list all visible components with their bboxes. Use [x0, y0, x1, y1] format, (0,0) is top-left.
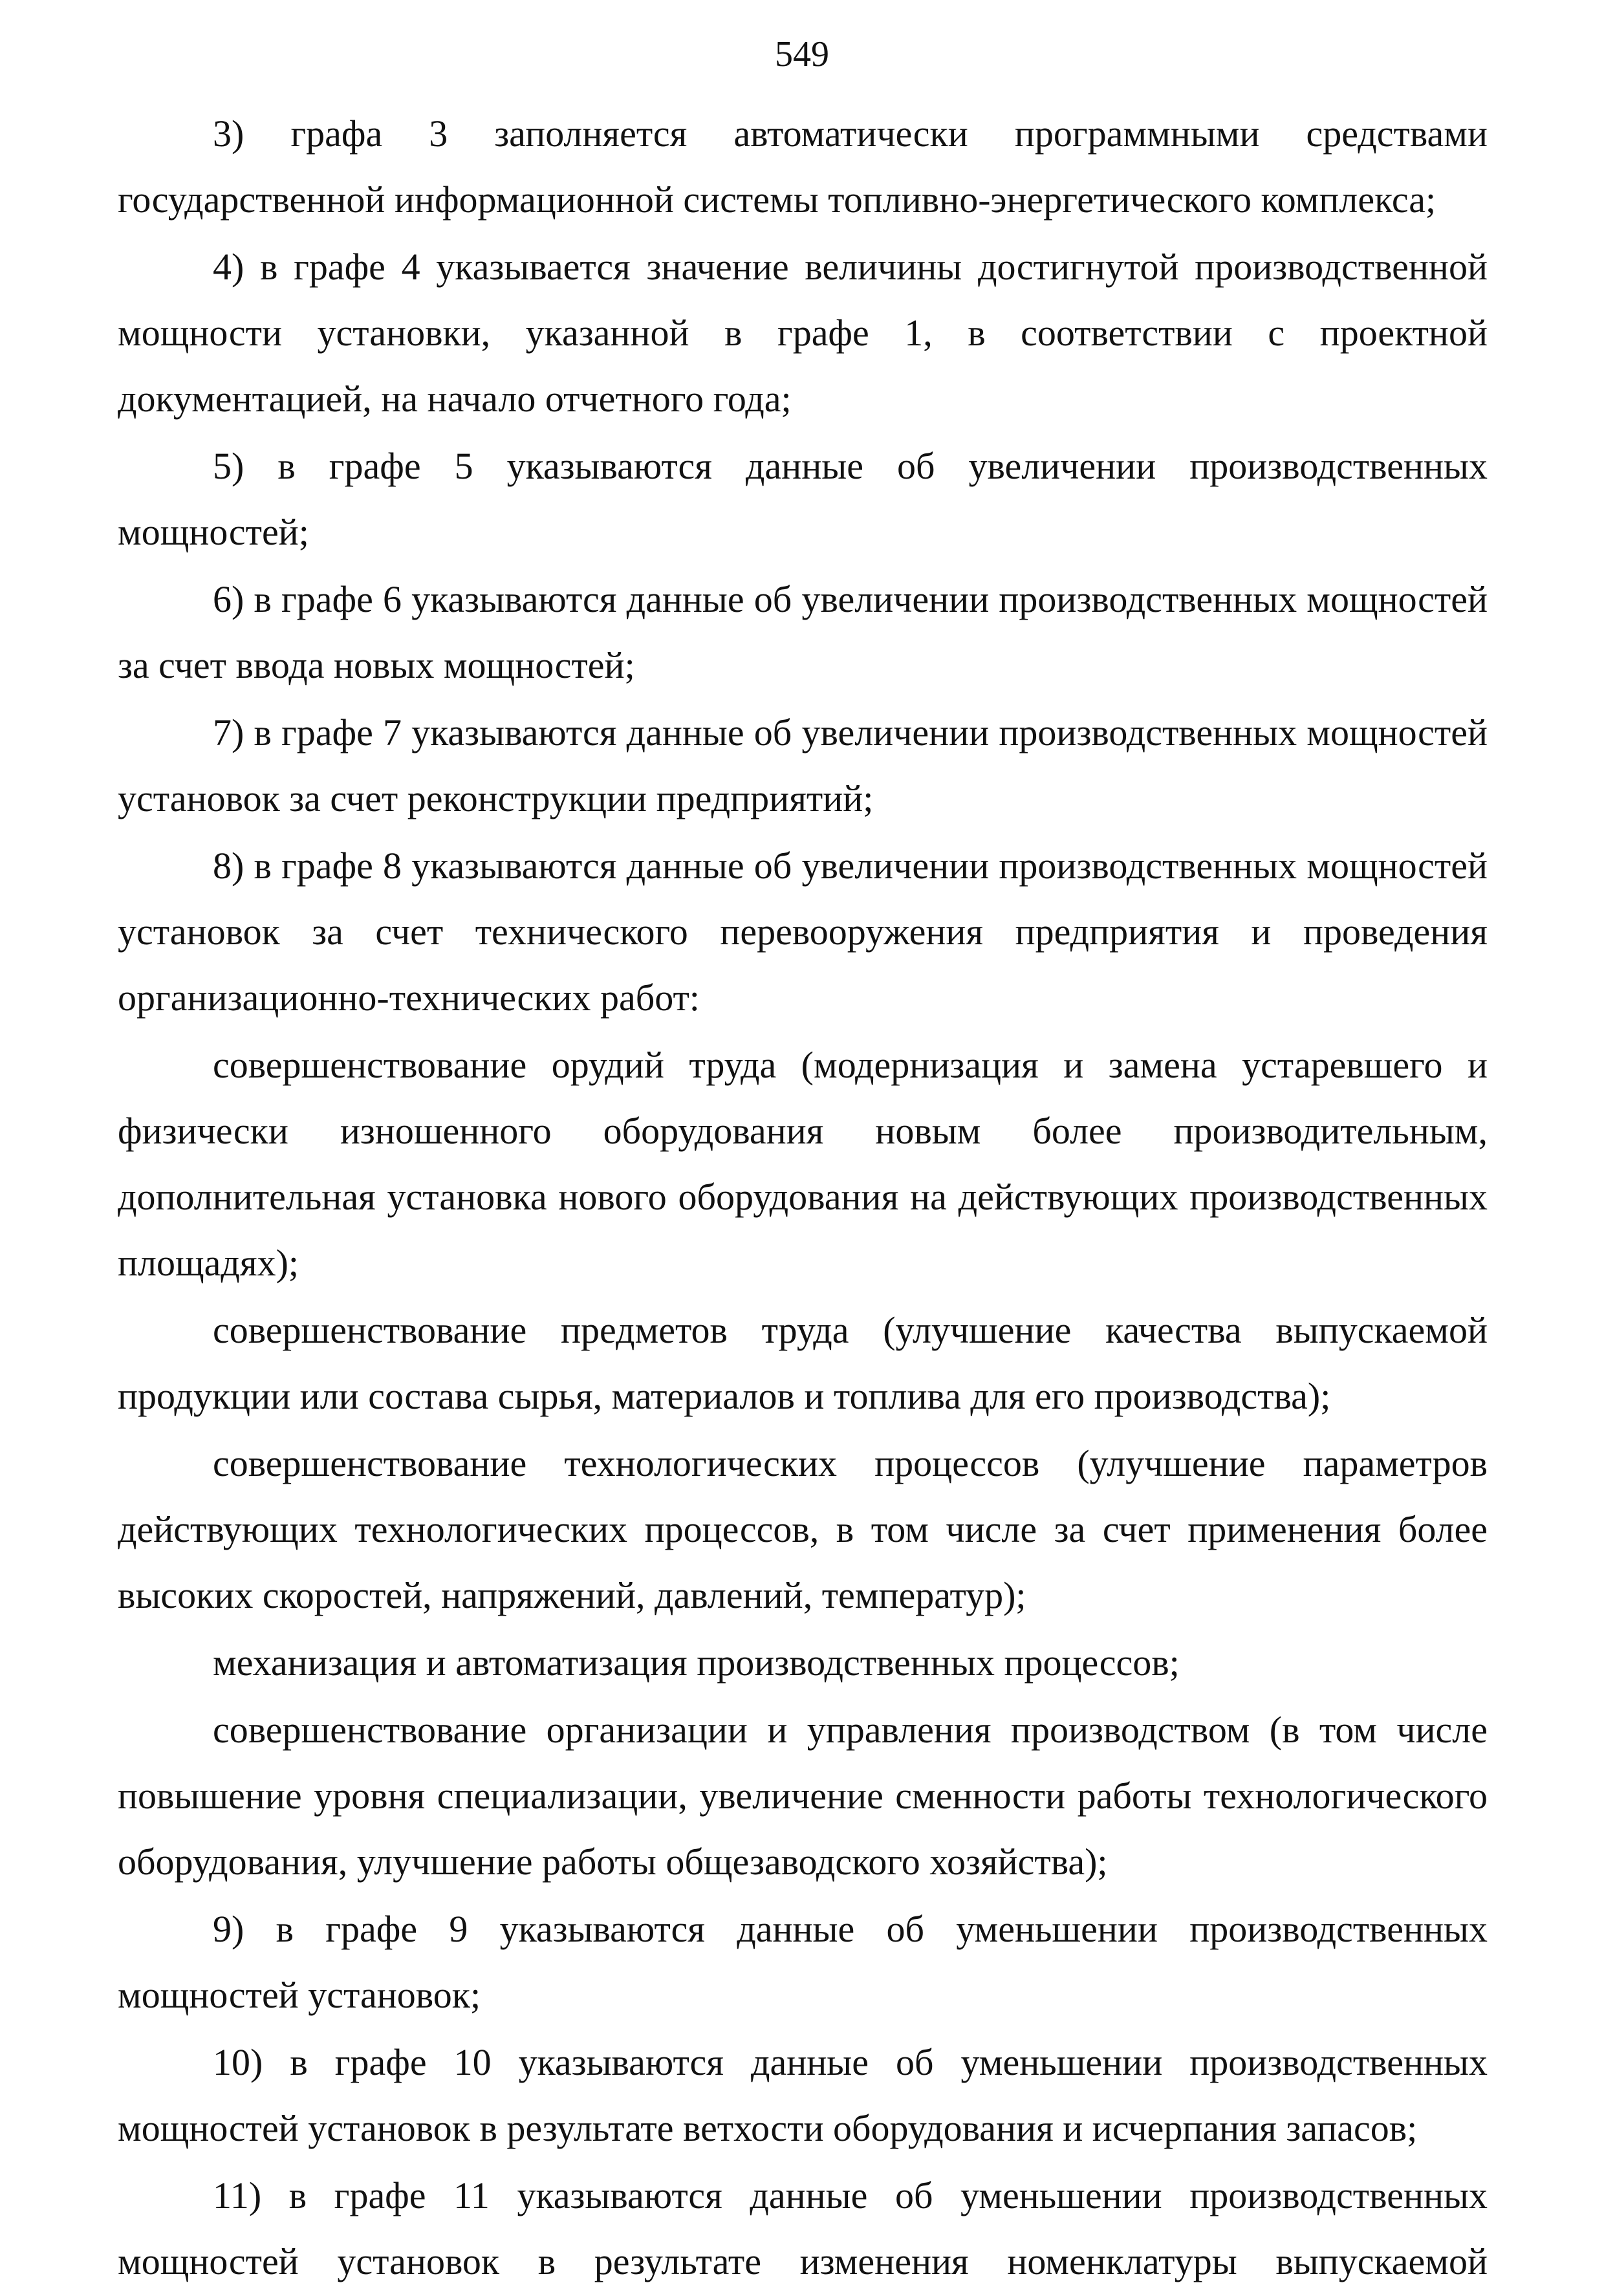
paragraph-item-4: 4) в графе 4 указывается значение величины достигнутой производственной мощности установки, указанной в графе 1, в соответствии с проектной документацией, на начало отчетного года;	[118, 246, 1488, 420]
paragraph-item-3: 3) графа 3 заполняется автоматически программными средствами государственной информационной системы топливно-энергетического комплекса;	[118, 113, 1488, 221]
paragraph-subitem-processes: совершенствование технологических процессов (улучшение параметров действующих технологических процессов, в том числе за счет применения более высоких скоростей, напряжений, давлений, температур);	[118, 1442, 1488, 1616]
paragraph-item-11: 11) в графе 11 указываются данные об уменьшении производственных мощностей установок в результате изменения номенклатуры выпускаемой	[118, 2174, 1488, 2282]
body-text	[118, 101, 1488, 2296]
page-number: 549	[775, 34, 829, 74]
paragraph-subitem-materials: совершенствование предметов труда (улучшение качества выпускаемой продукции или состава сырья, материалов и топлива для его производства);	[118, 1309, 1488, 1417]
paragraph-item-5: 5) в графе 5 указываются данные об увеличении производственных мощностей;	[118, 445, 1488, 553]
paragraph-subitem-organization: совершенствование организации и управления производством (в том числе повышение уровня специализации, увеличение сменности работы технологического оборудования, улучшение работы общезаводского хозяйства);	[118, 1709, 1488, 1883]
paragraph-item-8: 8) в графе 8 указываются данные об увеличении производственных мощностей установок за счет технического перевооружения предприятия и проведения организационно-технических работ:	[118, 845, 1488, 1019]
paragraph-subitem-mechanization: механизация и автоматизация производственных процессов;	[213, 1641, 1180, 1684]
paragraph-subitem-tools: совершенствование орудий труда (модернизация и замена устаревшего и физически изношенного оборудования новым более производительным, дополнительная установка нового оборудования на действующих производственных площадях);	[118, 1044, 1488, 1284]
paragraph-item-9: 9) в графе 9 указываются данные об уменьшении производственных мощностей установок;	[118, 1908, 1488, 2016]
paragraph-item-6: 6) в графе 6 указываются данные об увеличении производственных мощностей за счет ввода новых мощностей;	[118, 578, 1488, 686]
paragraph-item-7: 7) в графе 7 указываются данные об увеличении производственных мощностей установок за счет реконструкции предприятий;	[118, 711, 1488, 819]
paragraph-item-10: 10) в графе 10 указываются данные об уменьшении производственных мощностей установок в результате ветхости оборудования и исчерпания запасов;	[118, 2041, 1488, 2149]
